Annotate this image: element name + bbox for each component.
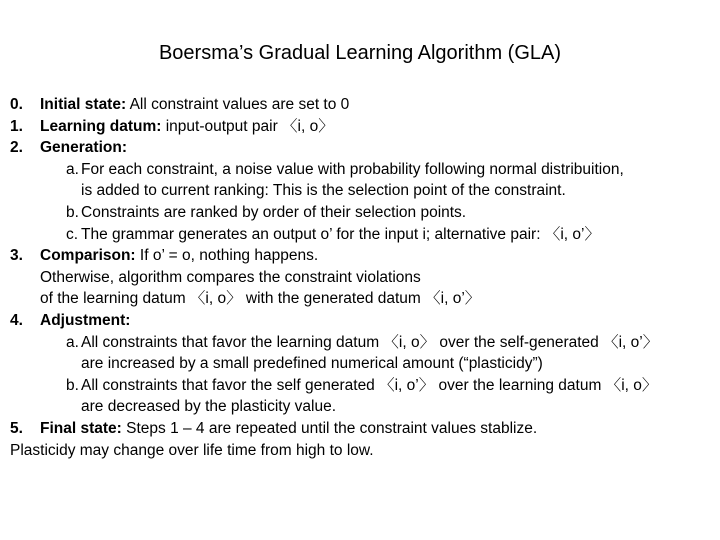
subitem-text: are decreased by the plasticity value.	[81, 398, 337, 416]
subitem-text: All constraints that favor the self generated 〈i, o’〉 over the learning datum 〈i, o〉	[81, 376, 658, 394]
subitem-text: The grammar generates an output o’ for the input i; alternative pair: 〈i, o’〉	[81, 225, 600, 243]
subitem-4b-cont	[10, 396, 718, 418]
footer-note	[10, 440, 718, 462]
subitem-text: is added to current ranking: This is the selection point of the constraint.	[81, 182, 566, 200]
step-4	[10, 310, 718, 332]
step-number: 2.	[10, 139, 23, 157]
step-heading: Adjustment:	[40, 311, 131, 329]
subitem-2c	[10, 224, 718, 246]
step-text: All constraint values are set to 0	[126, 96, 350, 113]
subitem-text: All constraints that favor the learning datum 〈i, o〉 over the self-generated 〈i, o’〉	[81, 333, 659, 351]
step-text: If o’ = o, nothing happens.	[135, 247, 319, 265]
footer-text: Plasticidy may change over life time from high to low.	[10, 441, 374, 459]
subitem-2a	[10, 159, 718, 181]
subitem-4b	[10, 375, 718, 397]
subitem-2a-cont	[10, 180, 718, 202]
subitem-label: b.	[66, 203, 79, 221]
step-heading: Initial state:	[40, 96, 127, 113]
step-text: Steps 1 – 4 are repeated until the constraint values stablize.	[121, 419, 538, 437]
step-3	[10, 245, 718, 267]
algorithm-steps	[10, 94, 718, 461]
step-1	[10, 116, 718, 138]
subitem-4a-cont	[10, 353, 718, 375]
step-number: 1.	[10, 117, 23, 135]
step-3-cont	[10, 288, 718, 310]
step-3-cont	[10, 267, 718, 289]
step-continuation: Otherwise, algorithm compares the constraint violations	[40, 268, 421, 286]
step-2	[10, 137, 718, 159]
subitem-text: For each constraint, a noise value with probability following normal distribuition,	[81, 160, 624, 178]
step-heading: Final state:	[40, 419, 122, 437]
step-number: 4.	[10, 311, 23, 329]
step-heading: Generation:	[40, 139, 127, 157]
subitem-label: a.	[66, 333, 79, 351]
subitem-label: c.	[66, 225, 79, 243]
subitem-text: are increased by a small predefined numerical amount (“plasticidy”)	[81, 355, 543, 373]
subitem-label: a.	[66, 160, 79, 178]
page-title: Boersma’s Gradual Learning Algorithm (GLA)	[158, 42, 562, 64]
step-heading: Learning datum:	[40, 117, 162, 135]
subitem-label: b.	[66, 376, 79, 394]
step-number: 3.	[10, 247, 23, 265]
subitem-text: Constraints are ranked by order of their selection points.	[81, 203, 467, 221]
step-text: input-output pair 〈i, o〉	[161, 117, 334, 135]
step-number: 5.	[10, 419, 23, 437]
step-number: 0.	[10, 96, 23, 113]
step-5	[10, 418, 718, 440]
step-continuation: of the learning datum 〈i, o〉 with the generated datum 〈i, o’〉	[40, 290, 481, 308]
step-heading: Comparison:	[40, 247, 136, 265]
subitem-4a	[10, 332, 718, 354]
step-0	[10, 94, 718, 116]
subitem-2b	[10, 202, 718, 224]
